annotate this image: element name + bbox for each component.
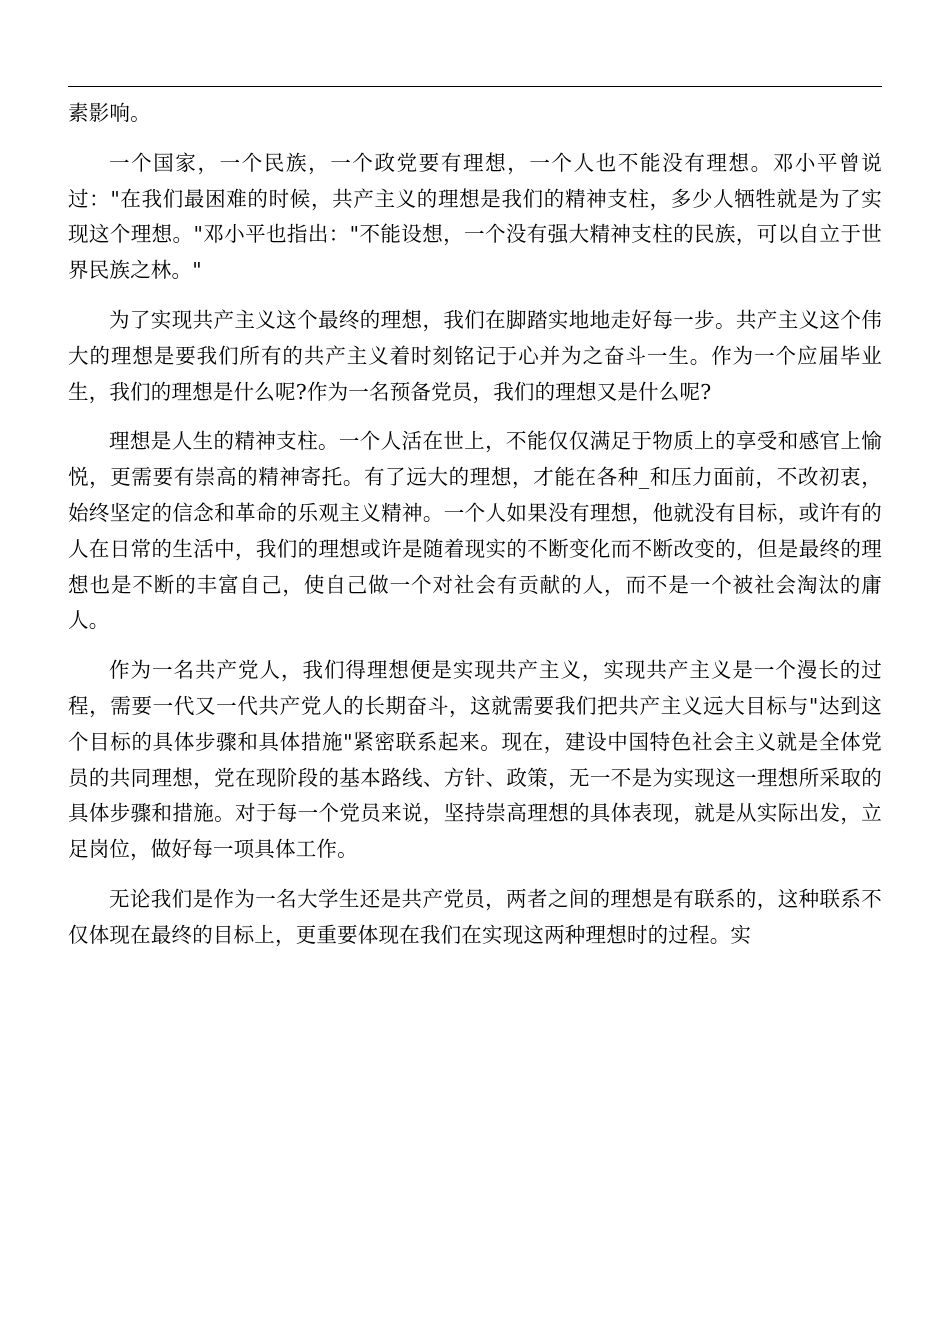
paragraph-deng-xiaoping-quote: 一个国家，一个民族，一个政党要有理想，一个人也不能没有理想。邓小平曾说过："在我们最困难的时候，共产主义的理想是我们的精神支柱，多少人牺牲就是为了实现这个理想。"邓小平也指出："不能设想，一个没有强大精神支柱的民族，可以自立于世界民族之林。" <box>68 150 882 283</box>
paragraph-continuation: 素影响。 <box>68 101 151 125</box>
paragraph-party-member-ideal: 作为一名共产党人，我们得理想便是实现共产主义，实现共产主义是一个漫长的过程，需要一代又一代共产党人的长期奋斗，这就需要我们把共产主义远大目标与"达到这个目标的具体步骤和具体措施"紧密联系起来。现在，建设中国特色社会主义就是全体党员的共同理想，党在现阶段的基本路线、方针、政策，无一不是为实现这一理想所采取的具体步骤和措施。对于每一个党员来说，坚持崇高理想的具体表现，就是从实际出发，立足岗位，做好每一项具体工作。 <box>68 658 882 862</box>
paragraph-communist-ideal: 为了实现共产主义这个最终的理想，我们在脚踏实地地走好每一步。共产主义这个伟大的理想是要我们所有的共产主义着时刻铭记于心并为之奋斗一生。作为一个应届毕业生，我们的理想是什么呢?作为一名预备党员，我们的理想又是什么呢? <box>68 307 882 404</box>
paragraph-spiritual-pillar: 理想是人生的精神支柱。一个人活在世上，不能仅仅满足于物质上的享受和感官上愉悦，更需要有崇高的精神寄托。有了远大的理想，才能在各种_和压力面前，不改初衷，始终坚定的信念和革命的乐观主义精神。一个人如果没有理想，他就没有目标，或许有的人在日常的生活中，我们的理想或许是随着现实的不断变化而不断改变的，但是最终的理想也是不断的丰富自己，使自己做一个对社会有贡献的人，而不是一个被社会淘汰的庸人。 <box>68 429 882 633</box>
header-rule <box>68 86 882 87</box>
document-body <box>68 96 882 954</box>
paragraph-student-and-member: 无论我们是作为一名大学生还是共产党员，两者之间的理想是有联系的，这种联系不仅体现在最终的目标上，更重要体现在我们在实现这两种理想时的过程。实 <box>68 886 882 947</box>
